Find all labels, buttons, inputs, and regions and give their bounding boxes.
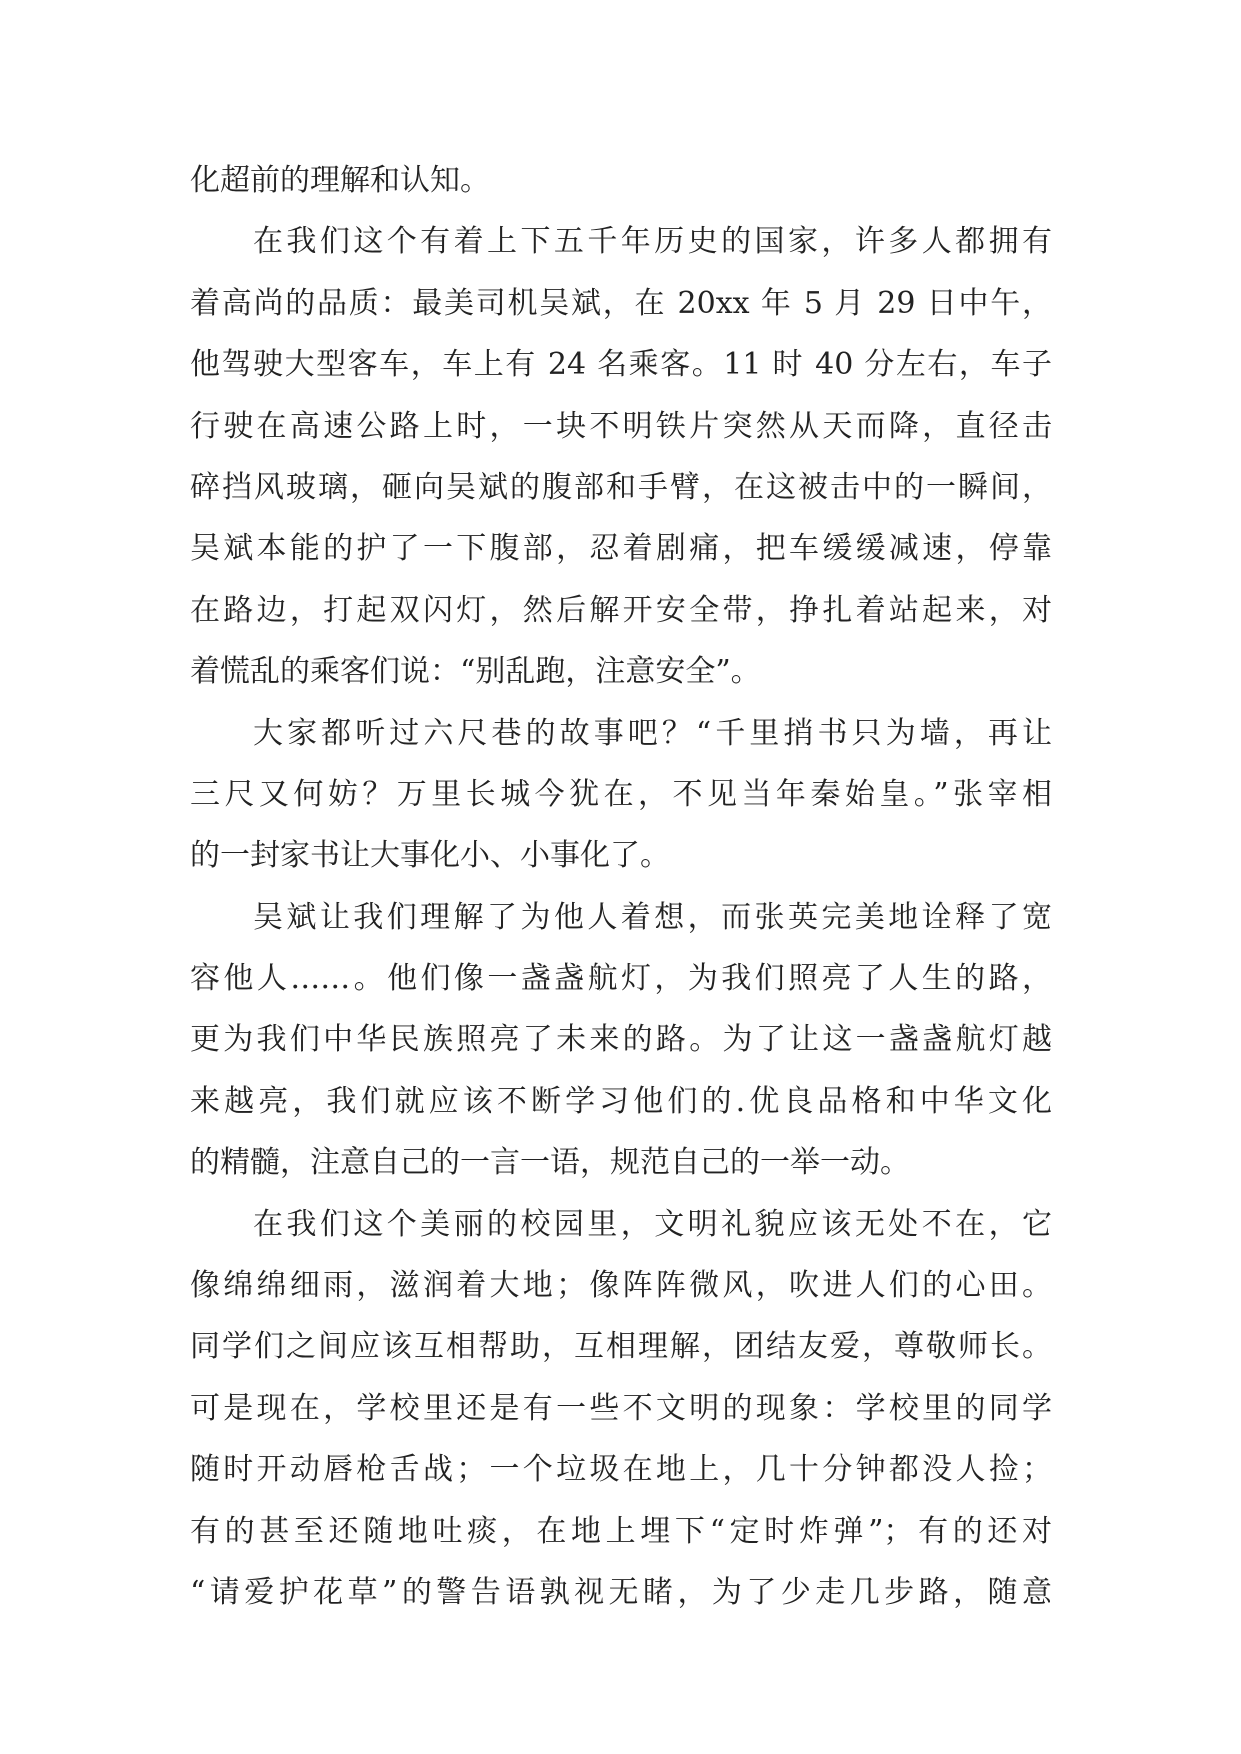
text-line: 的一封家书让大事化小、小事化了。 [190,838,670,874]
text-line: 可是现在，学校里还是有一些不文明的现象：学校里的同学 [190,1390,1052,1426]
text-line: 同学们之间应该互相帮助，互相理解，团结友爱，尊敬师长。 [190,1329,1052,1365]
text-line: 吴斌让我们理解了为他人着想，而张英完美地诠释了宽 [253,899,1052,935]
text-line: 三尺又何妨？万里长城今犹在，不见当年秦始皇。”张宰相 [190,776,1052,812]
text-line: 吴斌本能的护了一下腹部，忍着剧痛，把车缓缓减速，停靠 [190,531,1052,567]
text-line: 容他人……。他们像一盏盏航灯，为我们照亮了人生的路， [190,961,1052,997]
text-line: 碎挡风玻璃，砸向吴斌的腹部和手臂，在这被击中的一瞬间， [190,469,1052,505]
text-line: 来越亮，我们就应该不断学习他们的.优良品格和中华文化 [190,1083,1052,1119]
text-line: 着高尚的品质：最美司机吴斌，在 20xx 年 5 月 29 日中午， [190,285,1052,321]
paragraph-5 [190,1194,1052,1624]
text-line: 化超前的理解和认知。 [190,163,490,198]
text-line: “请爱护花草”的警告语孰视无睹，为了少走几步路，随意 [190,1574,1052,1610]
text-line: 在我们这个有着上下五千年历史的国家，许多人都拥有 [253,224,1052,260]
document-body [190,150,1052,1623]
text-line: 像绵绵细雨，滋润着大地；像阵阵微风，吹进人们的心田。 [190,1268,1052,1304]
paragraph-3 [190,703,1052,887]
text-line: 着慌乱的乘客们说：“别乱跑，注意安全”。 [190,654,761,690]
paragraph-1 [190,150,1052,211]
text-line: 有的甚至还随地吐痰，在地上埋下“定时炸弹”；有的还对 [190,1513,1052,1549]
text-line: 行驶在高速公路上时，一块不明铁片突然从天而降，直径击 [190,408,1052,444]
paragraph-2 [190,211,1052,702]
text-line: 大家都听过六尺巷的故事吧？“千里捎书只为墙，再让 [253,715,1052,751]
paragraph-4 [190,887,1052,1194]
text-line: 更为我们中华民族照亮了未来的路。为了让这一盏盏航灯越 [190,1022,1052,1058]
text-line: 在我们这个美丽的校园里，文明礼貌应该无处不在，它 [253,1206,1052,1242]
text-line: 他驾驶大型客车，车上有 24 名乘客。11 时 40 分左右，车子 [190,347,1052,383]
text-line: 随时开动唇枪舌战；一个垃圾在地上，几十分钟都没人捡； [190,1452,1052,1488]
text-line: 在路边，打起双闪灯，然后解开安全带，挣扎着站起来，对 [190,592,1052,628]
text-line: 的精髓，注意自己的一言一语，规范自己的一举一动。 [190,1145,910,1181]
